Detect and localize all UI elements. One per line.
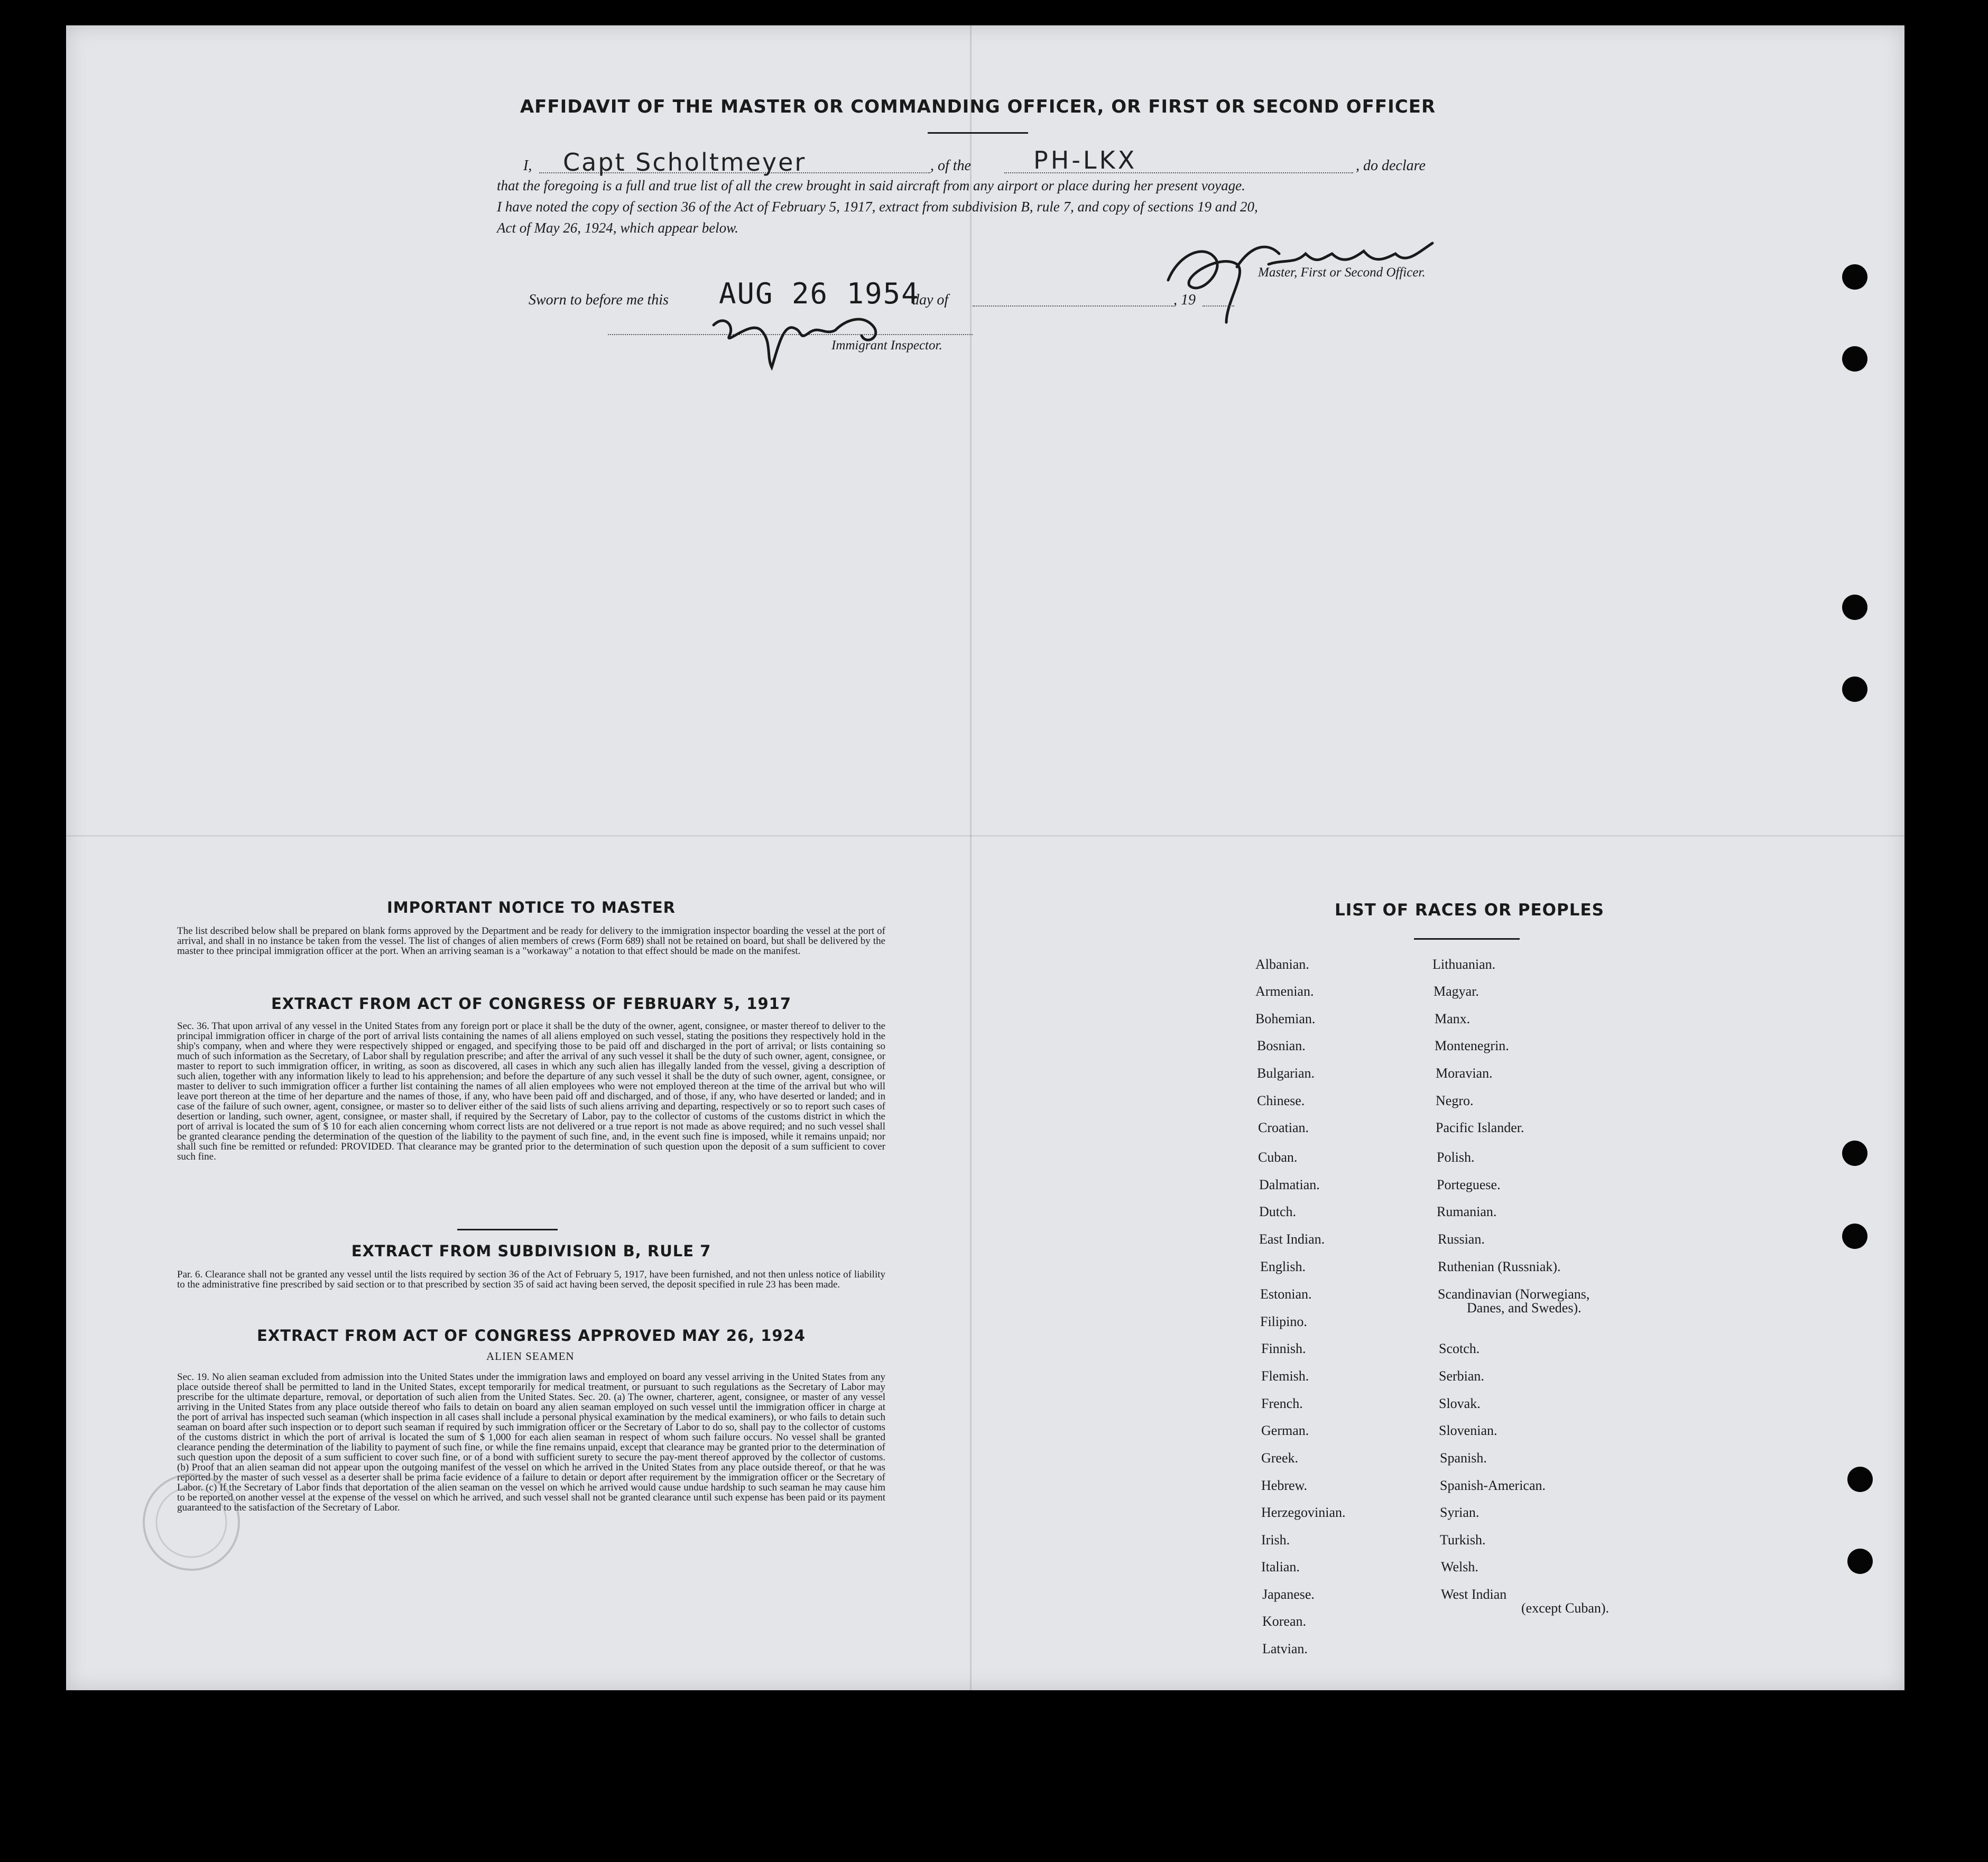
race-item: Albanian. xyxy=(1255,957,1309,972)
inspector-caption: Immigrant Inspector. xyxy=(831,338,942,353)
master-caption: Master, First or Second Officer. xyxy=(1258,265,1426,280)
section-rule xyxy=(457,1229,558,1230)
punch-hole xyxy=(1842,595,1867,620)
race-item: Dutch. xyxy=(1259,1204,1297,1219)
race-item: English. xyxy=(1260,1259,1306,1274)
vessel-handwritten: PH-LKX xyxy=(1033,146,1138,174)
line1-prefix: I, xyxy=(523,158,532,174)
inspector-signature xyxy=(703,288,904,373)
line1-mid: , of the xyxy=(930,158,971,174)
line1-suffix: , do declare xyxy=(1356,158,1426,174)
race-item: Slovenian. xyxy=(1439,1423,1497,1438)
race-item: Magyar. xyxy=(1434,984,1479,999)
race-item: Dalmatian. xyxy=(1259,1177,1320,1192)
races-title: LIST OF RACES OR PEOPLES xyxy=(1334,901,1605,920)
fold-crease-horizontal xyxy=(66,835,1904,837)
race-item: Bohemian. xyxy=(1255,1011,1316,1026)
affidavit-line3: I have noted the copy of section 36 of the Act of February 5, 1917, extract from subdivision B, rule 7, and copy of sections 19 and 20, xyxy=(497,199,1258,215)
extract-1917-text: Sec. 36. That upon arrival of any vessel in the United States from any foreign port or place it shall be the duty of the owner, agent, consignee, or master thereof to deliver to the principal immigration officer in charge of the port of arrival lists containing the names of all aliens employed on such vessel, stating the positions they respectively hold in the ship's company, when and where they were respectively shipped or engaged, and specifying those to be paid off and discharged in the port of arrival; or lists containing so much of such information as the Secretary, of Labor shall by regulation prescribe; and after the arrival of any such vessel it shall be the duty of such owner, agent, consignee, or master to report to such immigration officer, in writing, as soon as discovered, all cases in which any such alien has illegally landed from the vessel, giving a description of such alien, together with any information likely to lead to his apprehension; and before the departure of any such vessel it shall be the duty of such owner, agent, consignee, or master to deliver to such immigration officer a further list containing the names of all alien employees who were not employed thereon at the time of the arrival but who will leave port thereon at the time of her departure and the names of those, if any, who have been paid off and discharged, and of those, if any, who have deserted or landed; and in case of the failure of such owner, agent, consignee, or master so to deliver either of the said lists of such aliens arriving and departing, respectively or so to report such cases of desertion or landing, such owner, agent, consignee, or master shall, if required by the Secretary of Labor, pay to the collector of customs of the customs district in which the port of arrival is located the sum of $ 10 for each alien concerning whom correct lists are not delivered or a true report is not made as above required; and no such vessel shall be granted clearance pending the determination of the question of the liability to the payment of such fine, and, in the event such fine is imposed, while it remains unpaid; nor shall such fine be remitted or refunded: PROVIDED. That clearance may be granted prior to the determination of such question upon the deposit of a sum sufficient to cover such fine. xyxy=(177,1021,885,1162)
punch-hole xyxy=(1842,677,1867,702)
race-item: Croatian. xyxy=(1258,1120,1309,1135)
extract-1924-title: EXTRACT FROM ACT OF CONGRESS APPROVED MAY 26, 1924 xyxy=(257,1327,806,1345)
race-item: Porteguese. xyxy=(1437,1177,1501,1192)
race-item: Greek. xyxy=(1261,1450,1299,1466)
embossed-seal xyxy=(138,1469,244,1575)
race-item: Negro. xyxy=(1436,1093,1474,1108)
race-item: Flemish. xyxy=(1261,1368,1309,1384)
race-item-continuation: Danes, and Swedes). xyxy=(1467,1300,1582,1316)
race-item: Turkish. xyxy=(1440,1532,1486,1548)
race-item: Scotch. xyxy=(1439,1341,1480,1356)
race-item: Latvian. xyxy=(1262,1641,1308,1656)
date-stamp: AUG 26 1954 xyxy=(719,277,920,310)
races-title-rule xyxy=(1414,938,1520,940)
race-item: Filipino. xyxy=(1260,1314,1307,1329)
race-item: East Indian. xyxy=(1259,1231,1325,1247)
month-field-line xyxy=(973,305,1173,307)
race-item: Manx. xyxy=(1435,1011,1471,1026)
extract-rule7-title: EXTRACT FROM SUBDIVISION B, RULE 7 xyxy=(351,1242,711,1260)
race-item: West Indian xyxy=(1441,1587,1507,1602)
extract-rule7-text: Par. 6. Clearance shall not be granted any vessel until the lists required by section 36 of the Act of February 5, 1917, have been furnished, and not then unless notice of liability to the administrative fine prescribed by said section or to that prescribed by section 35 of said act having been served, the deposit specified in rule 23 has been made. xyxy=(177,1269,885,1290)
notice-title: IMPORTANT NOTICE TO MASTER xyxy=(386,898,676,916)
race-item: Polish. xyxy=(1437,1150,1475,1165)
sworn-prefix: Sworn to before me this xyxy=(529,292,669,308)
race-item: Estonian. xyxy=(1260,1286,1312,1302)
race-item: German. xyxy=(1261,1423,1309,1438)
race-item: Scandinavian (Norwegians, xyxy=(1438,1286,1590,1302)
extract-1924-subtitle: ALIEN SEAMEN xyxy=(486,1350,575,1363)
race-item: Lithuanian. xyxy=(1432,957,1496,972)
race-item: Welsh. xyxy=(1441,1559,1478,1574)
race-item-continuation: (except Cuban). xyxy=(1521,1600,1610,1616)
race-item: Spanish-American. xyxy=(1440,1478,1546,1493)
race-item: Bosnian. xyxy=(1257,1038,1306,1053)
race-item: Finnish. xyxy=(1261,1341,1306,1356)
year-field-line xyxy=(1203,305,1234,307)
punch-hole xyxy=(1842,1224,1867,1249)
race-item: Cuban. xyxy=(1258,1150,1298,1165)
extract-1924-text: Sec. 19. No alien seaman excluded from admission into the United States under the immigration laws and employed on board any vessel arriving in the United States from any place outside thereof shall be permitted to land in the United States, except temporarily for medical treatment, or pursuant to such regulations as the Secretary of Labor may prescribe for the ultimate departure, removal, or deportation of such alien from the United States. Sec. 20. (a) The owner, charterer, agent, consignee, or master of any vessel arriving in the United States from any place outside thereof who fails to detain on board any alien seaman employed on such vessel until the immigration officer in charge at the port of arrival has inspected such seaman (which inspection in all cases shall include a personal physical examination by the medical examiners), or who fails to detain such seaman on board after such inspection or to deport such seaman if required by such immigration officer or the Secretary of Labor to do so, shall pay to the collector of customs of the customs district in which the port of arrival is located the sum of $ 1,000 for each alien seaman in respect of whom such failure occurs. No vessel shall be granted clearance pending the determination of the liability to payment of such fine, or while the fine remains unpaid, except that clearance may be granted prior to the determination of such question upon the deposit of a sum sufficient to cover such fine, or of a bond with sufficient surety to secure the pay-ment thereof approved by the collector of customs. (b) Proof that an alien seaman did not appear upon the outgoing manifest of the vessel on which he arrived in the United States from any place outside thereof, or that he was reported by the master of such vessel as a deserter shall be prima facie evidence of a failure to detain or deport after requirement by the immigration officer or the Secretary of Labor. (c) If the Secretary of Labor finds that deportation of the alien seaman on the vessel on which he arrived would cause undue hardship to such seaman he may cause him to be reported on another vessel at the expense of the vessel on which he arrived, and such vessel shall not be granted clearance until such expense has been paid or its payment guaranteed to the satisfaction of the Secretary of Labor. xyxy=(177,1372,885,1513)
race-item: Armenian. xyxy=(1255,984,1314,999)
sworn-day-of: day of xyxy=(912,292,949,308)
race-item: Hebrew. xyxy=(1261,1478,1308,1493)
race-item: Syrian. xyxy=(1440,1505,1480,1520)
race-item: Moravian. xyxy=(1436,1066,1493,1081)
race-item: Japanese. xyxy=(1262,1587,1315,1602)
punch-hole xyxy=(1842,264,1867,290)
punch-hole xyxy=(1847,1549,1873,1574)
race-item: French. xyxy=(1261,1396,1303,1411)
race-item: Chinese. xyxy=(1257,1093,1305,1108)
race-item: Rumanian. xyxy=(1437,1204,1497,1219)
race-item: Bulgarian. xyxy=(1257,1066,1315,1081)
race-item: Russian. xyxy=(1438,1231,1485,1247)
race-item: Pacific Islander. xyxy=(1436,1120,1524,1135)
fold-crease-vertical xyxy=(970,25,972,1690)
race-item: Slovak. xyxy=(1439,1396,1481,1411)
affidavit-line2: that the foregoing is a full and true list of all the crew brought in said aircraft from any airport or place during her present voyage. xyxy=(497,178,1245,193)
punch-hole xyxy=(1842,346,1867,372)
race-item: Herzegovinian. xyxy=(1261,1505,1346,1520)
affidavit-line4: Act of May 26, 1924, which appear below. xyxy=(497,220,738,236)
notice-text: The list described below shall be prepared on blank forms approved by the Department and be ready for delivery to the immigration inspector boarding the vessel at the port of arrival, and shall in no instance be taken from the vessel. The list of changes of alien members of crews (Form 689) shall not be retained on board, but shall be delivered by the master to thee principal immigration officer at the port. When an arriving seaman is a "workaway" a notation to that effect should be made on the manifest. xyxy=(177,925,885,957)
race-item: Spanish. xyxy=(1440,1450,1487,1466)
sworn-year: , 19 xyxy=(1173,292,1196,308)
race-item: Serbian. xyxy=(1439,1368,1484,1384)
title-rule xyxy=(928,132,1028,134)
race-item: Irish. xyxy=(1261,1532,1290,1548)
extract-1917-title: EXTRACT FROM ACT OF CONGRESS OF FEBRUARY 5, 1917 xyxy=(271,995,792,1013)
race-item: Korean. xyxy=(1262,1614,1307,1629)
punch-hole xyxy=(1842,1141,1867,1166)
race-item: Ruthenian (Russniak). xyxy=(1438,1259,1561,1274)
affidavit-title: AFFIDAVIT OF THE MASTER OR COMMANDING OFFICER, OR FIRST OR SECOND OFFICER xyxy=(520,96,1436,117)
master-name-handwritten: Capt Scholtmeyer xyxy=(563,148,807,177)
race-item: Montenegrin. xyxy=(1435,1038,1509,1053)
race-item: Italian. xyxy=(1261,1559,1300,1574)
punch-hole xyxy=(1847,1467,1873,1492)
